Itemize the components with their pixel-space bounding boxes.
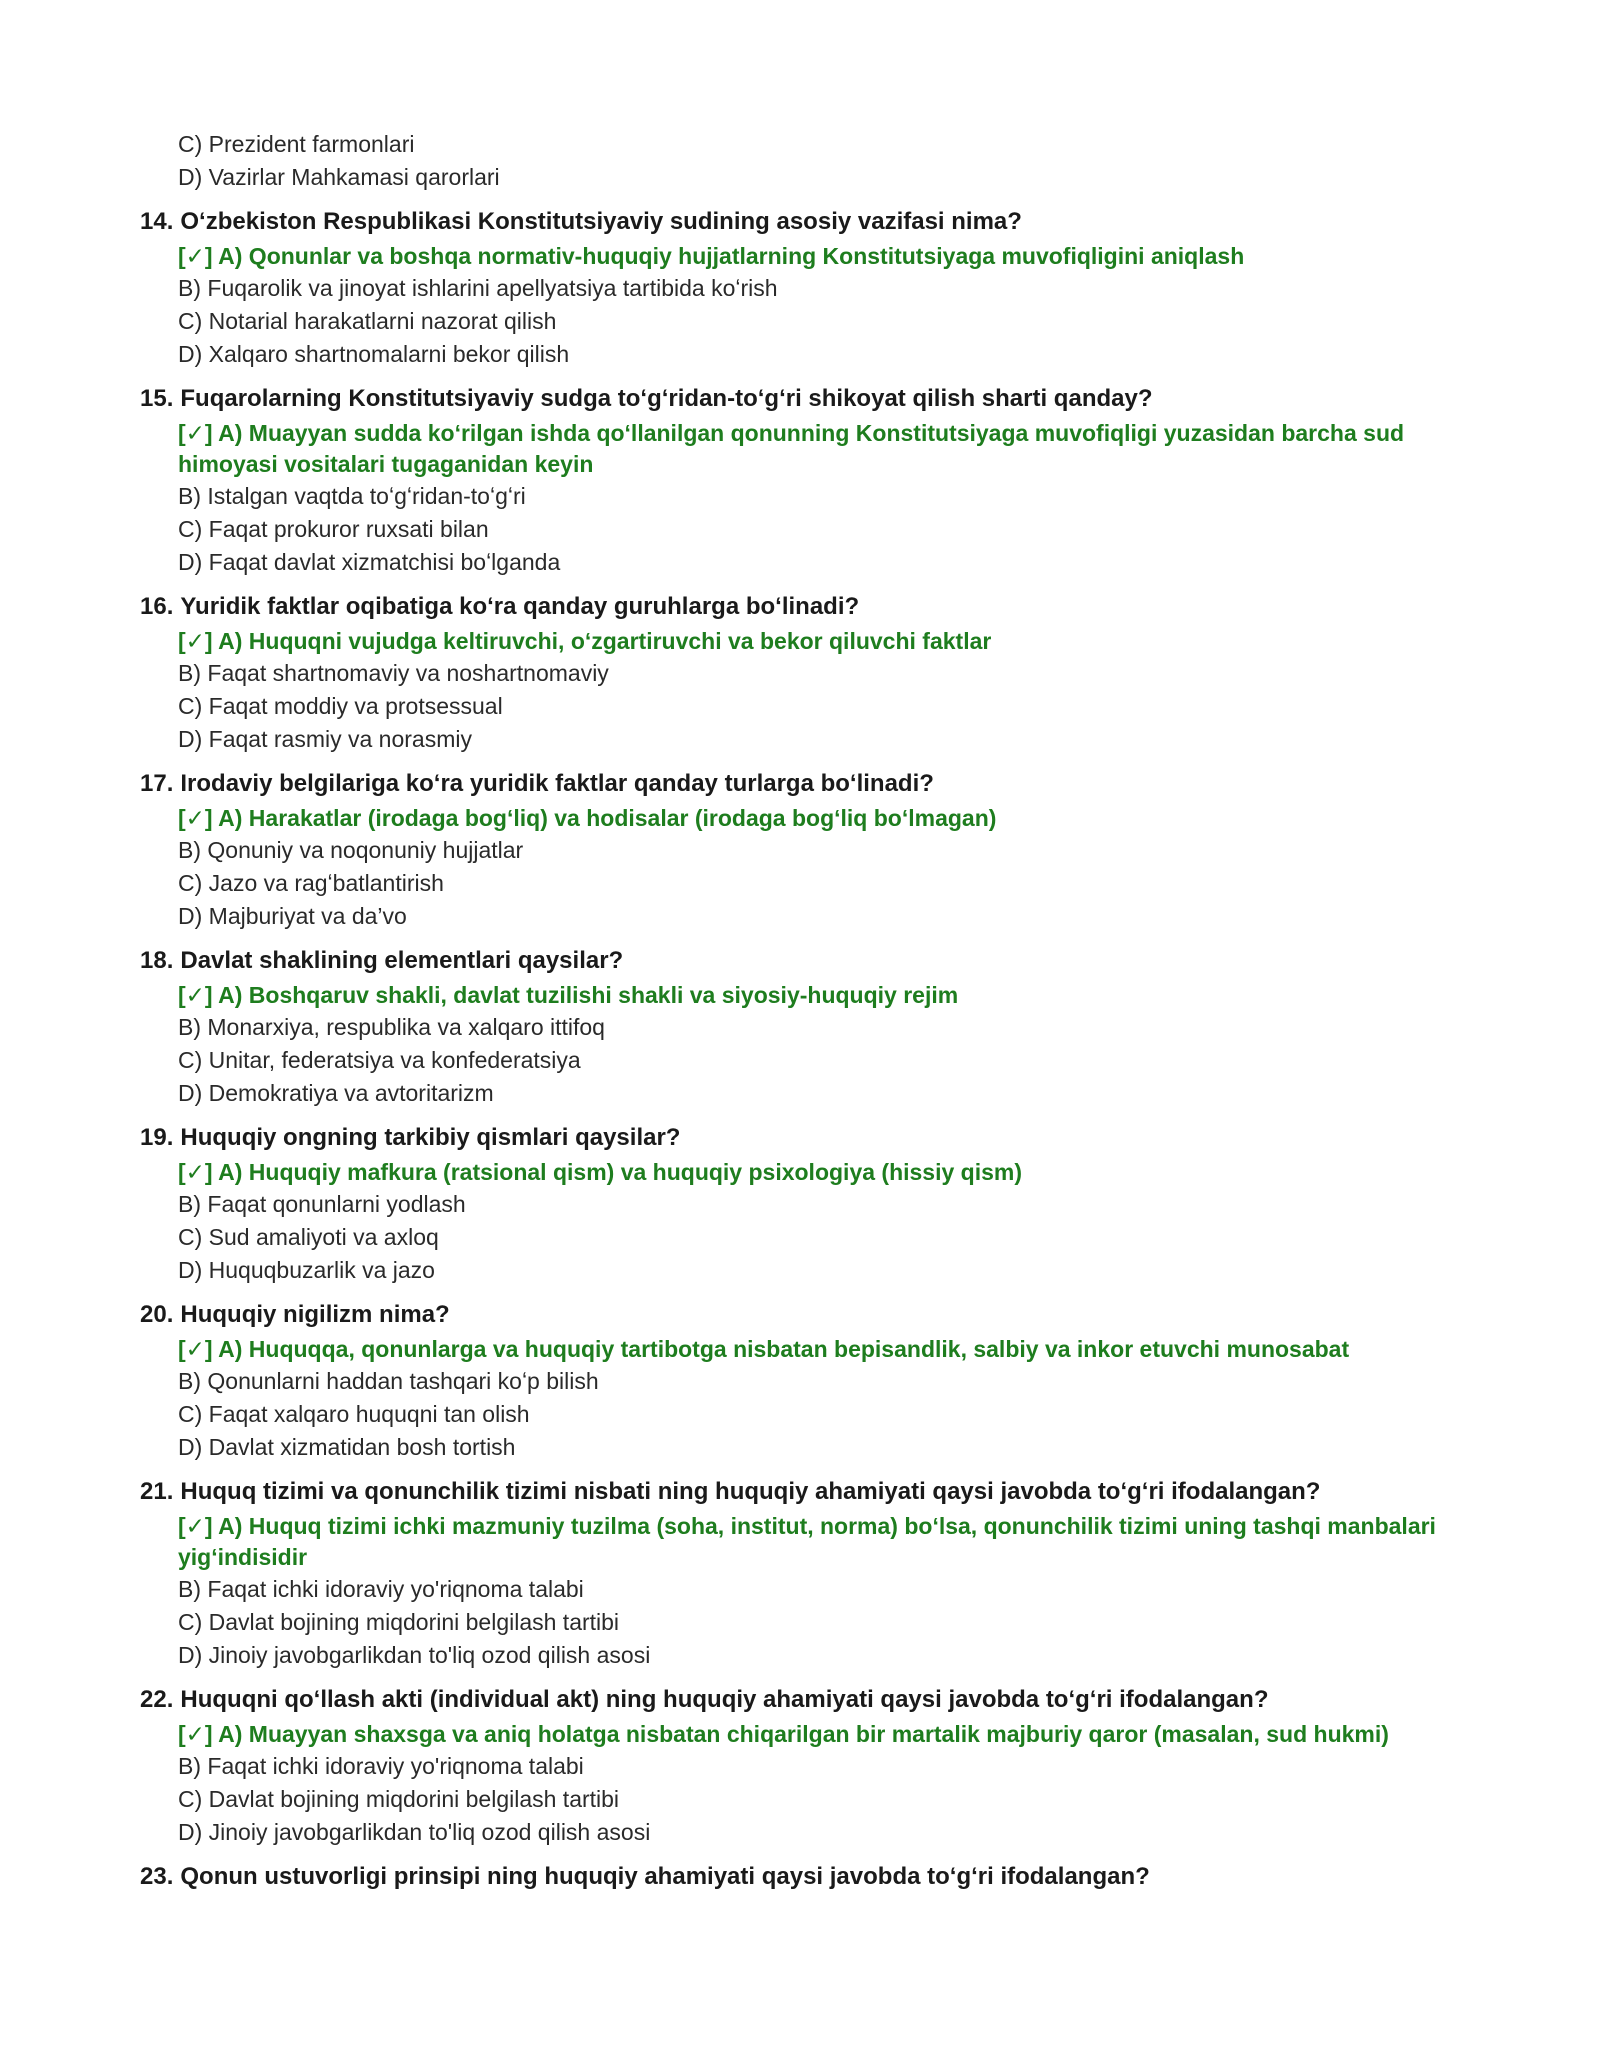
answer-option: C) Sud amaliyoti va axloq bbox=[178, 1224, 439, 1250]
correct-answer-text: A) Huquqiy mafkura (ratsional qism) va huquqiy psixologiya (hissiy qism) bbox=[218, 1159, 1023, 1185]
answer-option: C) Unitar, federatsiya va konfederatsiya bbox=[178, 1047, 581, 1073]
question-title bbox=[140, 1475, 1470, 1509]
question-title bbox=[140, 767, 1470, 801]
question-text: O‘zbekiston Respublikasi Konstitutsiyaviy sudining asosiy vazifasi nima? bbox=[180, 208, 1022, 235]
question-text: Huquq tizimi va qonunchilik tizimi nisbati ning huquqiy ahamiyati qaysi javobda to‘g‘ri ifodalangan? bbox=[180, 1478, 1321, 1505]
answer-option: D) Majburiyat va da’vo bbox=[178, 903, 407, 929]
correct-answer bbox=[178, 1719, 1470, 1750]
correct-answer bbox=[178, 980, 1470, 1011]
question-title bbox=[140, 382, 1470, 416]
question-number: 14. bbox=[140, 208, 174, 235]
answer-option: D) Jinoiy javobgarlikdan to'liq ozod qilish asosi bbox=[178, 1819, 651, 1845]
question-block bbox=[140, 767, 1470, 933]
answer-option: D) Xalqaro shartnomalarni bekor qilish bbox=[178, 341, 570, 367]
question-block bbox=[140, 205, 1470, 371]
answer-option: C) Davlat bojining miqdorini belgilash tartibi bbox=[178, 1609, 620, 1635]
answer-option: C) Faqat prokuror ruxsati bilan bbox=[178, 516, 489, 542]
question-text: Irodaviy belgilariga ko‘ra yuridik faktlar qanday turlarga bo‘linadi? bbox=[180, 770, 934, 797]
answer-option: D) Huquqbuzarlik va jazo bbox=[178, 1257, 435, 1283]
correct-answer-text: A) Harakatlar (irodaga bog‘liq) va hodisalar (irodaga bog‘liq bo‘lmagan) bbox=[218, 805, 997, 831]
answer-option: B) Istalgan vaqtda toʻgʻridan-toʻgʻri bbox=[178, 483, 526, 509]
check-mark-icon: [✓] bbox=[178, 628, 213, 654]
correct-answer bbox=[178, 626, 1470, 657]
question-number: 19. bbox=[140, 1124, 174, 1151]
question-block bbox=[140, 590, 1470, 756]
answer-option: B) Faqat qonunlarni yodlash bbox=[178, 1191, 466, 1217]
question-text: Fuqarolarning Konstitutsiyaviy sudga to‘g‘ridan-to‘g‘ri shikoyat qilish sharti qanday? bbox=[180, 385, 1153, 412]
lead-option-c: C) Prezident farmonlari bbox=[178, 131, 415, 157]
answer-option: B) Fuqarolik va jinoyat ishlarini apellyatsiya tartibida koʻrish bbox=[178, 275, 778, 301]
answer-option: D) Demokratiya va avtoritarizm bbox=[178, 1080, 494, 1106]
answer-option: C) Notarial harakatlarni nazorat qilish bbox=[178, 308, 557, 334]
question-title bbox=[140, 1860, 1470, 1894]
question-text: Qonun ustuvorligi prinsipi ning huquqiy ahamiyati qaysi javobda to‘g‘ri ifodalangan? bbox=[180, 1863, 1150, 1890]
question-title bbox=[140, 1121, 1470, 1155]
answer-option: C) Jazo va ragʻbatlantirish bbox=[178, 870, 444, 896]
question-number: 23. bbox=[140, 1863, 174, 1890]
question-block bbox=[140, 944, 1470, 1110]
correct-answer bbox=[178, 241, 1470, 272]
correct-answer-text: A) Muayyan shaxsga va aniq holatga nisbatan chiqarilgan bir martalik majburiy qaror (masalan, sud hukmi) bbox=[218, 1721, 1389, 1747]
answer-option: B) Faqat ichki idoraviy yo'riqnoma talabi bbox=[178, 1753, 584, 1779]
question-block bbox=[140, 1860, 1470, 1894]
question-title bbox=[140, 205, 1470, 239]
question-block bbox=[140, 1121, 1470, 1287]
correct-answer-text: A) Muayyan sudda ko‘rilgan ishda qo‘llanilgan qonunning Konstitutsiyaga muvofiqligi yuzasidan barcha sud himoyasi vositalari tugaganidan keyin bbox=[178, 420, 1405, 477]
question-title bbox=[140, 1298, 1470, 1332]
question-block bbox=[140, 382, 1470, 579]
correct-answer-text: A) Huquq tizimi ichki mazmuniy tuzilma (soha, institut, norma) bo‘lsa, qonunchilik tizimi uning tashqi manbalari yig‘indisidir bbox=[178, 1513, 1436, 1570]
answer-option: C) Davlat bojining miqdorini belgilash tartibi bbox=[178, 1786, 620, 1812]
questions-container bbox=[140, 205, 1470, 1894]
question-number: 18. bbox=[140, 947, 174, 974]
lead-option-d: D) Vazirlar Mahkamasi qarorlari bbox=[178, 164, 500, 190]
answer-option: B) Qonunlarni haddan tashqari koʻp bilish bbox=[178, 1368, 599, 1394]
check-mark-icon: [✓] bbox=[178, 1159, 213, 1185]
answer-option: B) Faqat shartnomaviy va noshartnomaviy bbox=[178, 660, 609, 686]
check-mark-icon: [✓] bbox=[178, 243, 213, 269]
answer-option: D) Davlat xizmatidan bosh tortish bbox=[178, 1434, 516, 1460]
correct-answer bbox=[178, 418, 1470, 480]
check-mark-icon: [✓] bbox=[178, 1721, 213, 1747]
answer-option: C) Faqat moddiy va protsessual bbox=[178, 693, 503, 719]
question-number: 16. bbox=[140, 593, 174, 620]
correct-answer bbox=[178, 1334, 1470, 1365]
answer-option: D) Jinoiy javobgarlikdan to'liq ozod qilish asosi bbox=[178, 1642, 651, 1668]
question-text: Davlat shaklining elementlari qaysilar? bbox=[180, 947, 624, 974]
question-number: 17. bbox=[140, 770, 174, 797]
question-block bbox=[140, 1298, 1470, 1464]
question-text: Yuridik faktlar oqibatiga ko‘ra qanday guruhlarga bo‘linadi? bbox=[180, 593, 860, 620]
check-mark-icon: [✓] bbox=[178, 982, 213, 1008]
check-mark-icon: [✓] bbox=[178, 420, 213, 446]
question-block bbox=[140, 1475, 1470, 1672]
question-number: 15. bbox=[140, 385, 174, 412]
check-mark-icon: [✓] bbox=[178, 1336, 213, 1362]
check-mark-icon: [✓] bbox=[178, 1513, 213, 1539]
question-list bbox=[140, 128, 1470, 1896]
correct-answer bbox=[178, 1157, 1470, 1188]
correct-answer-text: A) Qonunlar va boshqa normativ-huquqiy hujjatlarning Konstitutsiyaga muvofiqligini aniqlash bbox=[218, 243, 1245, 269]
answer-option: B) Faqat ichki idoraviy yo'riqnoma talabi bbox=[178, 1576, 584, 1602]
answer-option: D) Faqat davlat xizmatchisi boʻlganda bbox=[178, 549, 561, 575]
question-text: Huquqiy nigilizm nima? bbox=[180, 1301, 450, 1328]
question-text: Huquqiy ongning tarkibiy qismlari qaysilar? bbox=[180, 1124, 681, 1151]
question-number: 20. bbox=[140, 1301, 174, 1328]
question-number: 21. bbox=[140, 1478, 174, 1505]
question-number: 22. bbox=[140, 1686, 174, 1713]
correct-answer-text: A) Boshqaruv shakli, davlat tuzilishi shakli va siyosiy-huquqiy rejim bbox=[218, 982, 959, 1008]
question-title bbox=[140, 590, 1470, 624]
answer-option: B) Qonuniy va noqonuniy hujjatlar bbox=[178, 837, 524, 863]
correct-answer-text: A) Huquqni vujudga keltiruvchi, o‘zgartiruvchi va bekor qiluvchi faktlar bbox=[218, 628, 992, 654]
correct-answer-text: A) Huquqqa, qonunlarga va huquqiy tartibotga nisbatan bepisandlik, salbiy va inkor etuvchi munosabat bbox=[218, 1336, 1350, 1362]
check-mark-icon: [✓] bbox=[178, 805, 213, 831]
question-title bbox=[140, 1683, 1470, 1717]
question-text: Huquqni qo‘llash akti (individual akt) ning huquqiy ahamiyati qaysi javobda to‘g‘ri ifodalangan? bbox=[180, 1686, 1269, 1713]
question-title bbox=[140, 944, 1470, 978]
question-block bbox=[140, 1683, 1470, 1849]
correct-answer bbox=[178, 803, 1470, 834]
answer-option: C) Faqat xalqaro huquqni tan olish bbox=[178, 1401, 530, 1427]
correct-answer bbox=[178, 1511, 1470, 1573]
answer-option: B) Monarxiya, respublika va xalqaro ittifoq bbox=[178, 1014, 605, 1040]
answer-option: D) Faqat rasmiy va norasmiy bbox=[178, 726, 472, 752]
